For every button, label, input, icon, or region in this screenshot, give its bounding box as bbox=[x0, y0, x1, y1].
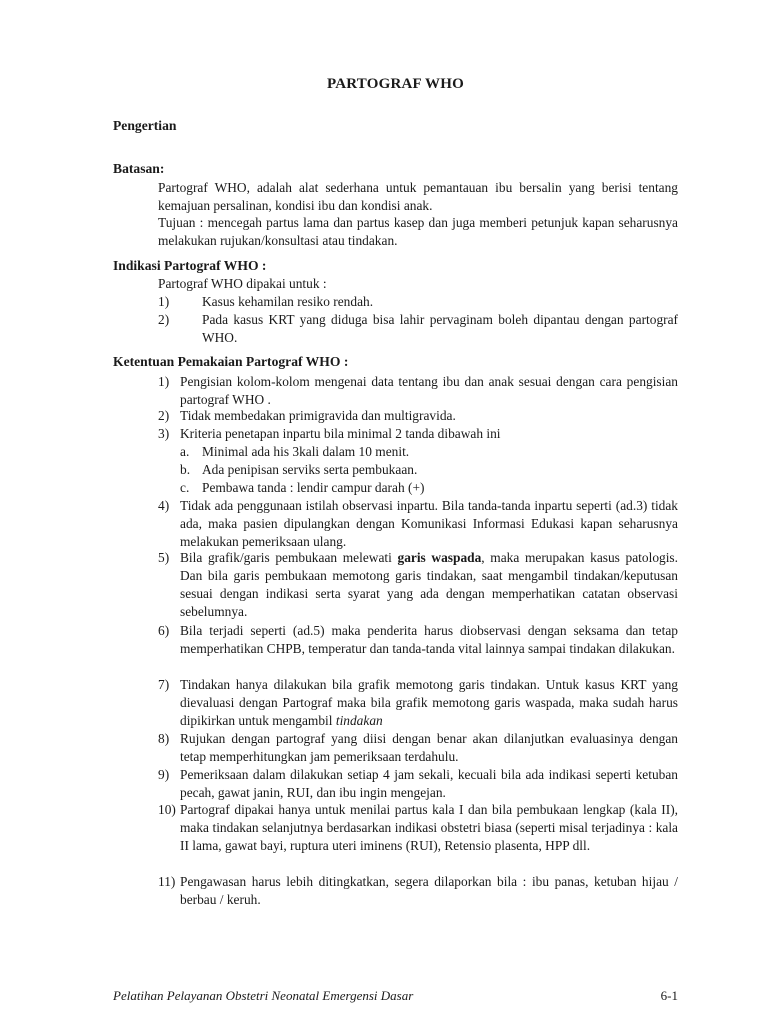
list-number: 11) bbox=[158, 874, 176, 889]
ketentuan-item-4 bbox=[158, 497, 678, 551]
section-ketentuan-heading: Ketentuan Pemakaian Partograf WHO : bbox=[113, 354, 349, 369]
ketentuan-subitem-b bbox=[180, 461, 678, 479]
list-number: 2) bbox=[158, 312, 170, 327]
list-text bbox=[180, 549, 678, 621]
ketentuan-item-7 bbox=[158, 676, 678, 730]
ketentuan-item-3 bbox=[158, 425, 678, 443]
sublist-text: Minimal ada his 3kali dalam 10 menit. bbox=[202, 444, 410, 459]
list-text: Pemeriksaan dalam dilakukan setiap 4 jam sekali, kecuali bila ada indikasi seperti ketuban pecah, gawat janin, RUI, dan ibu ingin mengejan. bbox=[180, 767, 678, 800]
list-number: 5) bbox=[158, 550, 170, 565]
sublist-text: Ada penipisan serviks serta pembukaan. bbox=[202, 462, 418, 477]
section-indikasi-heading: Indikasi Partograf WHO : bbox=[113, 258, 267, 273]
ketentuan-item-8 bbox=[158, 730, 678, 766]
page-number: 6-1 bbox=[660, 988, 678, 1003]
batasan-paragraph-1: Partograf WHO, adalah alat sederhana untuk pemantauan ibu bersalin yang berisi tentang kemajuan persalinan, kondisi ibu dan kondisi anak. bbox=[158, 180, 678, 213]
text-run: Tindakan hanya dilakukan bila grafik memotong garis tindakan. Untuk kasus KRT yang dievaluasi dengan Partograf maka bila grafik memotong garis waspada, maka sudah harus dipikirkan untuk mengambil bbox=[180, 677, 678, 728]
list-text: Bila terjadi seperti (ad.5) maka penderita harus diobservasi dengan seksama dan tetap memperhatikan CHPB, temperatur dan tanda-tanda vital lainnya sampai tindakan dilakukan. bbox=[180, 623, 678, 656]
ketentuan-subitem-a bbox=[180, 443, 678, 461]
text-run: , maka merupakan kasus patologis. Dan bila garis pembukaan memotong garis tindakan, saat mengambil tindakan/keputusan sesuai dengan indikasi serta syarat yang ada dengan memperhatikan catatan observasi sebelumnya. bbox=[180, 550, 678, 619]
page-title: PARTOGRAF WHO bbox=[327, 76, 464, 92]
ketentuan-item-6 bbox=[158, 622, 678, 658]
ketentuan-item-5 bbox=[158, 549, 678, 621]
emphasis-garis-waspada: garis waspada bbox=[397, 550, 482, 565]
list-text: Tidak ada penggunaan istilah observasi inpartu. Bila tanda-tanda inpartu seperti (ad.3) tidak ada, maka pasien dipulangkan dengan Komunikasi Informasi Edukasi kapan seharusnya melakukan pemeriksaan ulang. bbox=[180, 498, 678, 549]
list-text bbox=[180, 676, 678, 730]
sublist-letter: c. bbox=[180, 480, 190, 495]
ketentuan-item-9 bbox=[158, 766, 678, 802]
ketentuan-item-11 bbox=[158, 873, 678, 909]
emphasis-tindakan: tindakan bbox=[335, 713, 383, 728]
list-number: 1) bbox=[158, 294, 170, 309]
text-run: Bila grafik/garis pembukaan melewati bbox=[180, 550, 398, 565]
ketentuan-item-2 bbox=[158, 407, 678, 425]
list-number: 4) bbox=[158, 498, 170, 513]
list-number: 2) bbox=[158, 408, 170, 423]
list-text: Pengawasan harus lebih ditingkatkan, segera dilaporkan bila : ibu panas, ketuban hijau / berbau / keruh. bbox=[180, 874, 678, 907]
list-number: 1) bbox=[158, 374, 170, 389]
indikasi-item bbox=[158, 293, 678, 311]
list-text: Partograf dipakai hanya untuk menilai partus kala I dan bila pembukaan lengkap (kala II), maka tindakan selanjutnya berdasarkan indikasi obstetri biasa (seperti misal terjadinya : kala II lama, gawat bayi, ruptura uteri iminens (RUI), Retensio plasenta, HPP dll. bbox=[180, 802, 678, 853]
sublist-letter: b. bbox=[180, 462, 191, 477]
ketentuan-subitem-c bbox=[180, 479, 678, 497]
ketentuan-item-10 bbox=[158, 801, 678, 855]
sublist-text: Pembawa tanda : lendir campur darah (+) bbox=[202, 480, 425, 495]
list-text: Pengisian kolom-kolom mengenai data tentang ibu dan anak sesuai dengan cara pengisian partograf WHO . bbox=[180, 374, 678, 407]
sublist-letter: a. bbox=[180, 444, 190, 459]
list-number: 6) bbox=[158, 623, 170, 638]
list-number: 3) bbox=[158, 426, 170, 441]
batasan-paragraph-2: Tujuan : mencegah partus lama dan partus kasep dan juga memberi petunjuk kapan seharusnya melakukan rujukan/konsultasi atau tindakan. bbox=[158, 215, 678, 248]
list-text: Rujukan dengan partograf yang diisi dengan benar akan dilanjutkan evaluasinya dengan tetap memperhitungkan jam pemeriksaan terdahulu. bbox=[180, 731, 678, 764]
ketentuan-item-1 bbox=[158, 373, 678, 409]
indikasi-item bbox=[158, 311, 678, 347]
list-text: Kriteria penetapan inpartu bila minimal 2 tanda dibawah ini bbox=[180, 426, 501, 441]
footer-title: Pelatihan Pelayanan Obstetri Neonatal Emergensi Dasar bbox=[113, 988, 414, 1003]
list-number: 8) bbox=[158, 731, 170, 746]
list-text: Pada kasus KRT yang diduga bisa lahir pervaginam boleh dipantau dengan partograf WHO. bbox=[202, 312, 678, 345]
list-number: 10) bbox=[158, 802, 176, 817]
list-text: Kasus kehamilan resiko rendah. bbox=[202, 294, 374, 309]
indikasi-intro: Partograf WHO dipakai untuk : bbox=[158, 276, 327, 291]
list-number: 7) bbox=[158, 677, 170, 692]
section-batasan-heading: Batasan: bbox=[113, 161, 165, 176]
section-pengertian-heading: Pengertian bbox=[113, 118, 177, 133]
list-number: 9) bbox=[158, 767, 170, 782]
list-text: Tidak membedakan primigravida dan multigravida. bbox=[180, 408, 456, 423]
